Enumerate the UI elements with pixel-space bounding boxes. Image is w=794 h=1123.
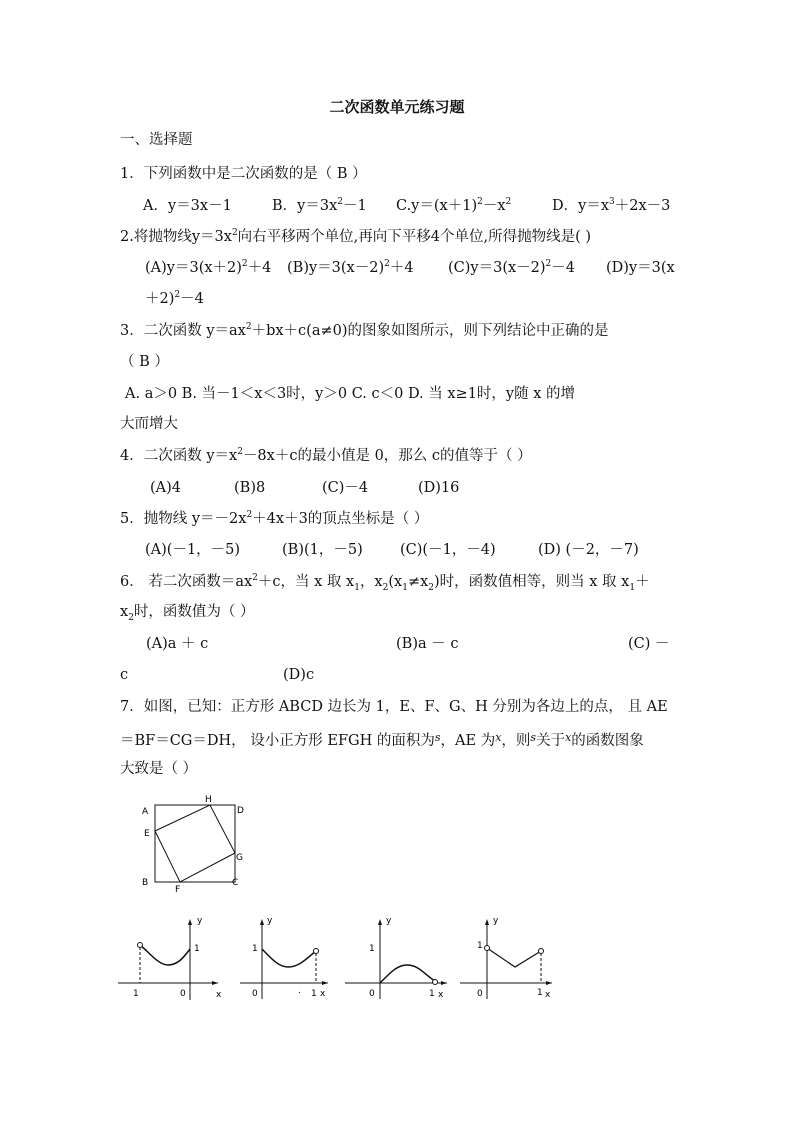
- label-b: B: [142, 878, 149, 888]
- open-endpoint: [314, 949, 319, 954]
- question-2-option-b: $(B)y=3(x-2)^2+4$: [287, 259, 414, 276]
- x-axis-arrow: [546, 981, 552, 985]
- y-axis-arrow: [378, 919, 382, 925]
- open-endpoint: [138, 943, 143, 948]
- question-4-option-c: (C)－4: [322, 480, 369, 496]
- y-label: y: [386, 916, 392, 926]
- label-c: C: [232, 878, 239, 888]
- origin-label: 0: [252, 989, 258, 999]
- origin-label: 0: [180, 989, 186, 999]
- curve: [262, 949, 316, 967]
- x-axis-arrow: [441, 981, 447, 985]
- y-axis-arrow: [260, 919, 264, 925]
- label-f: F: [175, 885, 181, 895]
- y-axis-arrow: [485, 919, 489, 925]
- question-1-stem: 1．下列函数中是二次函数的是（ B ）: [120, 166, 367, 182]
- square-efgh: [155, 805, 235, 882]
- question-7-stem-cont-2: 大致是（ ）: [120, 761, 198, 777]
- tick-1: 1: [252, 944, 258, 954]
- label-h: H: [205, 795, 212, 805]
- y-label: y: [197, 916, 203, 926]
- x-label: x: [438, 990, 444, 1000]
- label-e: E: [144, 829, 150, 839]
- label-d: D: [237, 806, 244, 816]
- question-2-option-d-cont: ＋2)$^2$－4: [145, 290, 204, 307]
- question-3-stem: 3．二次函数 $y=ax^2+bx+c(a\ne 0)$的图象如图所示，则下列结论中正确的是: [120, 322, 609, 339]
- question-6-option-c-cont: c: [120, 667, 129, 683]
- question-6-option-c: (C) －: [628, 636, 670, 652]
- question-4-option-d: (D)16: [418, 480, 460, 496]
- question-4-stem: 4．二次函数 $y=x^2-8x+c$的最小值是 0，那么 c的值等于（ ）: [120, 447, 532, 464]
- tick-1-x: 1: [311, 989, 317, 999]
- curve: [380, 965, 435, 983]
- broken-line: [487, 948, 541, 967]
- question-4-option-a: (A)4: [150, 480, 182, 496]
- question-5-option-a: (A)(－1，－5): [145, 542, 241, 558]
- question-5-option-b: (B)(1，－5): [282, 542, 363, 558]
- label-g: G: [236, 853, 243, 863]
- tick-1: 1: [477, 941, 483, 951]
- tick-1-x: 1: [537, 988, 543, 998]
- tick-1-x: 1: [133, 989, 139, 999]
- x-axis-arrow: [322, 981, 328, 985]
- y-label: y: [493, 916, 499, 926]
- question-1-option-d: D．$y=x^3+2x-3$: [552, 197, 671, 214]
- x-label: x: [216, 990, 222, 1000]
- tick-1: 1: [369, 944, 375, 954]
- page-title: 二次函数单元练习题: [329, 98, 465, 116]
- question-1-option-c: $C.y=(x+1)^2-x^2$: [396, 197, 512, 214]
- open-endpoint-right: [539, 949, 544, 954]
- question-2-option-a: $(A)y=3(x+2)^2+4$: [145, 259, 272, 276]
- question-6-option-b: (B)a － c: [396, 636, 459, 652]
- x-axis-arrow: [212, 981, 218, 985]
- question-6-stem-cont: $x_2$时，函数值为（ ）: [120, 604, 255, 623]
- graph-option-c: [345, 915, 455, 1010]
- section-heading: 一、选择题: [120, 132, 193, 148]
- y-label: y: [267, 916, 273, 926]
- origin-label: 0: [477, 989, 483, 999]
- square-abcd: [155, 805, 235, 882]
- tick-1: 1: [194, 944, 200, 954]
- dot-mark: .: [298, 986, 301, 996]
- question-7-stem-cont: ＝BF＝CG＝DH， 设小正方形 EFGH 的面积为$^s$，AE 为$^x$，则$^s$关于$^x$的函数图象: [120, 731, 644, 749]
- graph-option-a: [118, 915, 228, 1010]
- question-6-stem: 6． 若二次函数$=ax^2+c$，当 x 取 $x_1$，$x_2(x_1\ne x_2)$时，函数值相等，则当 x 取 $x_1+$: [120, 573, 650, 593]
- question-3-options: A. a＞0 B. 当－1＜x＜3时，y＞0 C. c＜0 D. 当 x≥1时，y随 x 的增: [125, 386, 576, 402]
- curve: [140, 945, 190, 965]
- question-4-option-b: (B)8: [234, 480, 266, 496]
- question-7-stem: 7．如图，已知：正方形 ABCD 边长为 1，E、F、G、H 分别为各边上的点， 且 AE: [120, 699, 668, 715]
- y-axis-arrow: [188, 919, 192, 925]
- label-a: A: [142, 807, 149, 817]
- graph-option-b: [240, 915, 340, 1010]
- question-3-answer: （ B ）: [120, 354, 169, 370]
- question-2-stem: 2.将抛物线$y=3x^2$向右平移两个单位,再向下平移4个单位,所得抛物线是( ): [120, 228, 592, 245]
- question-5-option-c: (C)(－1，－4): [400, 542, 496, 558]
- x-label: x: [320, 989, 326, 999]
- question-1-option-a: A．y＝3x－1: [143, 198, 232, 214]
- question-5-stem: 5．抛物线 $y=-2x^2+4x+3$的顶点坐标是（ ）: [120, 510, 429, 527]
- question-1-option-b: B．$y=3x^2-1$: [272, 197, 367, 214]
- square-figure: [135, 793, 255, 893]
- question-2-option-d: (D)y＝3(x: [606, 260, 675, 276]
- open-endpoint-left: [485, 946, 490, 951]
- origin-label: 0: [369, 989, 375, 999]
- question-5-option-d: (D) (－2，－7): [538, 542, 639, 558]
- open-endpoint: [433, 980, 438, 985]
- x-label: x: [545, 990, 551, 1000]
- question-6-option-a: (A)a ＋ c: [146, 636, 209, 652]
- graph-option-d: [460, 915, 560, 1010]
- question-3-options-cont: 大而增大: [120, 416, 178, 432]
- tick-1-x: 1: [429, 989, 435, 999]
- question-6-option-d: (D)c: [283, 667, 315, 683]
- question-2-option-c: $(C)y=3(x-2)^2-4$: [448, 259, 576, 276]
